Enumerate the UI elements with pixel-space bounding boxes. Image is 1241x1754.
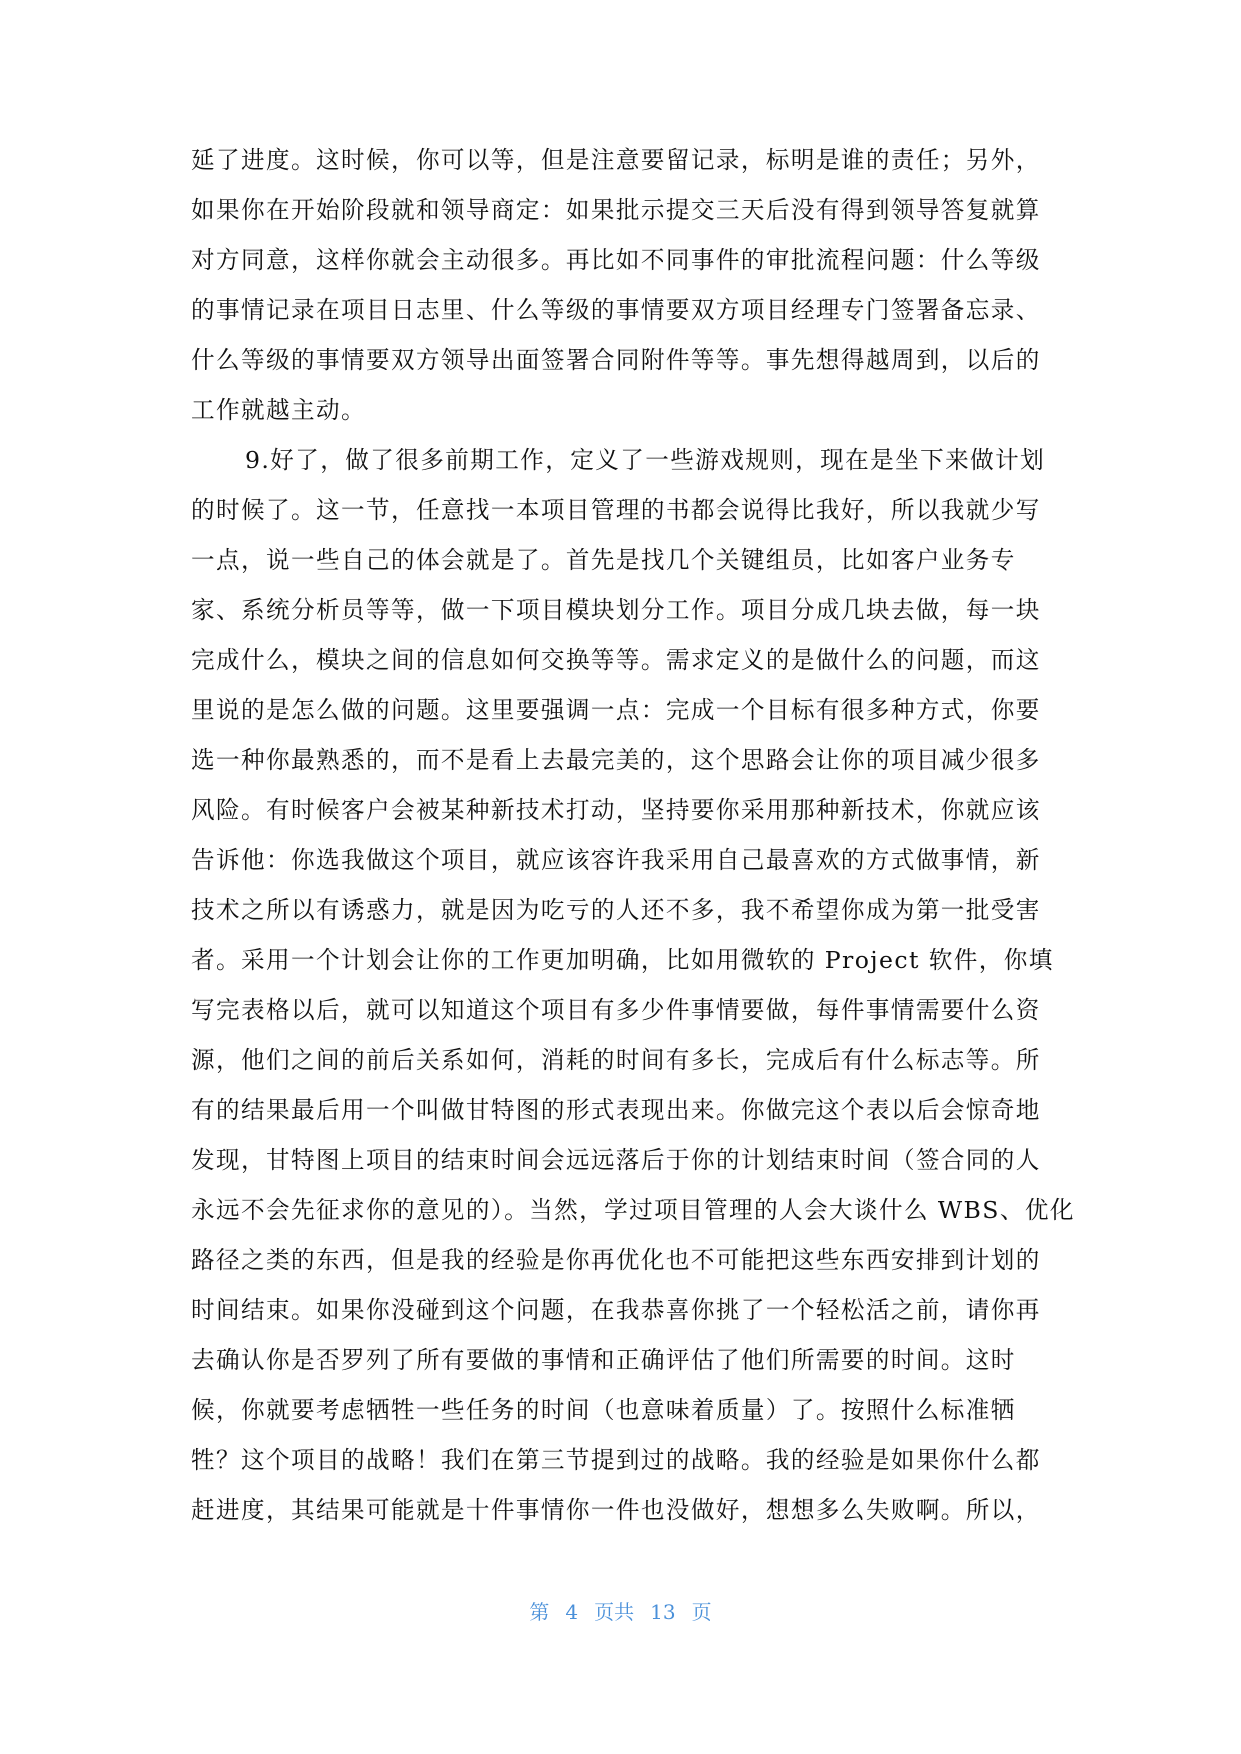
text-line: 的事情记录在项目日志里、什么等级的事情要双方项目经理专门签署备忘录、 xyxy=(191,296,1041,324)
total-page-count: 13 xyxy=(650,1600,676,1624)
text-line: 候，你就要考虑牺牲一些任务的时间（也意味着质量）了。按照什么标准牺 xyxy=(191,1396,1016,1424)
paragraph-start-line: 9.好了，做了很多前期工作，定义了一些游戏规则，现在是坐下来做计划 xyxy=(245,446,1046,474)
text-line: 家、系统分析员等等，做一下项目模块划分工作。项目分成几块去做，每一块 xyxy=(191,596,1041,624)
text-line: 者。采用一个计划会让你的工作更加明确，比如用微软的 Project 软件，你填 xyxy=(191,946,1054,974)
text-line: 告诉他：你选我做这个项目，就应该容许我采用自己最喜欢的方式做事情，新 xyxy=(191,846,1041,874)
text-line: 一点，说一些自己的体会就是了。首先是找几个关键组员，比如客户业务专 xyxy=(191,546,1016,574)
text-line: 技术之所以有诱惑力，就是因为吃亏的人还不多，我不希望你成为第一批受害 xyxy=(191,896,1041,924)
text-line: 发现，甘特图上项目的结束时间会远远落后于你的计划结束时间（签合同的人 xyxy=(191,1146,1041,1174)
text-line: 选一种你最熟悉的，而不是看上去最完美的，这个思路会让你的项目减少很多 xyxy=(191,746,1041,774)
footer-word-page-total: 页共 xyxy=(594,1600,635,1624)
text-line: 的时候了。这一节，任意找一本项目管理的书都会说得比我好，所以我就少写 xyxy=(191,496,1041,524)
footer-word-page: 第 xyxy=(529,1600,550,1624)
text-line: 风险。有时候客户会被某种新技术打动，坚持要你采用那种新技术，你就应该 xyxy=(191,796,1041,824)
text-line: 写完表格以后，就可以知道这个项目有多少件事情要做，每件事情需要什么资 xyxy=(191,996,1041,1024)
text-line: 延了进度。这时候，你可以等，但是注意要留记录，标明是谁的责任；另外， xyxy=(191,146,1041,174)
text-line: 有的结果最后用一个叫做甘特图的形式表现出来。你做完这个表以后会惊奇地 xyxy=(191,1096,1041,1124)
text-line: 路径之类的东西，但是我的经验是你再优化也不可能把这些东西安排到计划的 xyxy=(191,1246,1041,1274)
text-line: 完成什么，模块之间的信息如何交换等等。需求定义的是做什么的问题，而这 xyxy=(191,646,1041,674)
text-line: 源，他们之间的前后关系如何，消耗的时间有多长，完成后有什么标志等。所 xyxy=(191,1046,1041,1074)
text-line: 去确认你是否罗列了所有要做的事情和正确评估了他们所需要的时间。这时 xyxy=(191,1346,1016,1374)
text-line: 时间结束。如果你没碰到这个问题，在我恭喜你挑了一个轻松活之前，请你再 xyxy=(191,1296,1041,1324)
footer-word-page-end: 页 xyxy=(691,1600,712,1624)
text-line: 工作就越主动。 xyxy=(191,396,366,424)
text-line: 赶进度，其结果可能就是十件事情你一件也没做好，想想多么失败啊。所以， xyxy=(191,1496,1041,1524)
page-footer xyxy=(0,1598,1241,1626)
text-line: 什么等级的事情要双方领导出面签署合同附件等等。事先想得越周到，以后的 xyxy=(191,346,1041,374)
text-line: 里说的是怎么做的问题。这里要强调一点：完成一个目标有很多种方式，你要 xyxy=(191,696,1041,724)
current-page-number: 4 xyxy=(565,1600,579,1624)
text-line: 永远不会先征求你的意见的）。当然，学过项目管理的人会大谈什么 WBS、优化 xyxy=(191,1196,1075,1224)
text-line: 牲？这个项目的战略！我们在第三节提到过的战略。我的经验是如果你什么都 xyxy=(191,1446,1041,1474)
text-line: 对方同意，这样你就会主动很多。再比如不同事件的审批流程问题：什么等级 xyxy=(191,246,1041,274)
text-line: 如果你在开始阶段就和领导商定：如果批示提交三天后没有得到领导答复就算 xyxy=(191,196,1041,224)
